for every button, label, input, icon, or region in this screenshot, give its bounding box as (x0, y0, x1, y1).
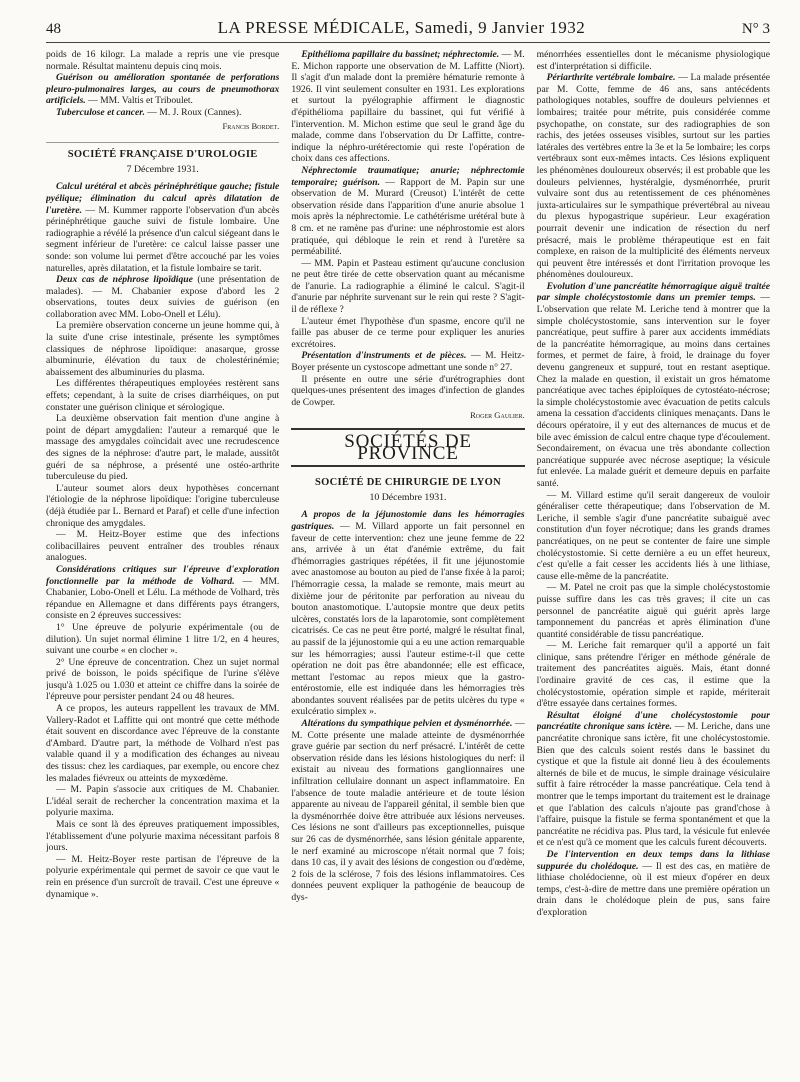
paragraph: A ce propos, les auteurs rappellent les travaux de MM. Vallery-Radot et Laffitte qui ont montré que cette méthode était souvent en discordance avec l'épreuve de la constante d'Ambard. D'autre part, la méthode de Volhard n'est pas valable quand il y a modification des échanges au niveau des tissus: chez les cardiaques, par exemple, ou encore chez les malades fiévreux ou atteints de myxœdème. (46, 703, 280, 784)
article: A propos de la jéjunostomie dans les hémorragies gastriques. — M. Villard apporte un fait personnel en faveur de cette intervention: chez une jeune femme de 22 ans, arrivée à un état d'anémie extrême, du fait d'hémorragies gastriques répétées, il fit une jéjunostomie avec anastomose au bouton au pied de l'anse fixée à la paroi; l'hémorragie cessa, la malade se remonte, mais meurt au dixième jour de péritonite par perforation au niveau du bouton anastomotique. L'autopsie montre que deux petits ulcères, constatés lors de la laparotomie, sont complètement cicatrisés. Ce cas ne peut être porté, malgré le résultat final, au passif de la jéjunostomie qui a eu une action remarquable sur les hémorragies; aussi l'auteur estime-t-il que cette opération ne doit pas être abandonnée; elle est efficace, mettant l'estomac au repos mieux que la gastro-entérostomie, elle est indiquée dans les hémorragies très abondantes souvent réalisées par de petits ulcères du type « exulcératio simplex ». (291, 509, 525, 718)
page-header (46, 18, 770, 43)
columns (46, 49, 770, 1069)
paragraph: L'auteur soumet alors deux hypothèses concernant l'étiologie de la néphrose lipoïdique: l'origine tuberculeuse (déjà étudiée par L. Bernard et Paraf) et celle d'une infection chronique des amygdales. (46, 482, 280, 529)
section-date: 10 Décembre 1931. (369, 491, 447, 503)
paragraph: — M. Leriche fait remarquer qu'il a apporté un fait clinique, sans prétendre l'ériger en méthode générale de traitement des pancréatites aiguës. Mais, étant donné l'ordinaire gravité de ces cas, il estime que la cholécystostomie, opération simple et rapide, mériterait d'être essayée dans certaines formes. (536, 640, 770, 710)
article: De l'intervention en deux temps dans la lithiase suppurée du cholédoque. — Il est des cas, en matière de lithiase cholédocienne, où il est mieux d'opérer en deux temps, c'est-à-dire de mettre dans une première opération un drain dans le cholédoque plein de pus, sans faire d'exploration (536, 848, 770, 918)
column-2 (291, 49, 524, 1069)
signature: Roger Gaulier. (470, 410, 525, 421)
column-3 (537, 49, 770, 1069)
paragraph: 2° Une épreuve de concentration. Chez un sujet normal privé de boisson, le poids spécifique de l'urine s'élève jusqu'à 1.025 ou 1.030 et atteint ce chiffre dans la soirée de l'épreuve pour persister pendant 24 ou 48 heures. (46, 656, 280, 703)
major-section-title: SOCIÉTÉS DE PROVINCE (291, 428, 524, 467)
section-title: SOCIÉTÉ FRANÇAISE D'UROLOGIE (46, 142, 279, 161)
article: Considérations critiques sur l'épreuve d'exploration fonctionnelle par la méthode de Volhard. — MM. Chabanier, Lobo-Onell et Lélu. La méthode de Volhard, très répandue en Allemagne et dans différents pays étrangers, consiste en 2 épreuves successives: (46, 563, 280, 622)
article: Evolution d'une pancréatite hémorragique aiguë traitée par simple cholécystostomie dans un premier temps. — L'observation que relate M. Leriche tend à montrer que la simple cholécystostomie, sans intervention sur le foyer pancréatique, peut suffire à parer aux accidents immédiats de la pancréatite hémorragique, au moins dans certaines formes, et permet de faire, à froid, le drainage du foyer devenu gangreneux et suppuré, tout en restant aseptique. Chez la malade en question, il existait un gros hématome pancréatique avec taches épiploïques de cytostéato-nécrose; la simple cholécystostomie avec évacuation de petits calculs amena la cessation d'accidents cliniques menaçants. Dans le décours opératoire, il y eut des alternances de mucus et de bile avec émission de calcul entre chaque type d'écoulement. Secondairement, on évacua une très abondante collection pancréatique suppurée avec nécrose aseptique; la vésicule fut enlevée. La malade guérit et demeure depuis en parfaite santé. (536, 280, 770, 489)
section-title: SOCIÉTÉ DE CHIRURGIE DE LYON (315, 477, 501, 489)
paragraph: — M. Patel ne croit pas que la simple cholécystostomie puisse suffire dans les cas très graves; il cite un cas personnel de pancréatite aiguë qui guérit après large tamponnement du pancréas et après élimination d'une quantité considérable de tissu pancréatique. (536, 582, 770, 640)
paragraph: Mais ce sont là des épreuves pratiquement impossibles, l'établissement d'une polyurie maxima nécessitant parfois 8 jours. (46, 819, 280, 854)
paragraph: — M. Heitz-Boyer estime que des infections colibacillaires peuvent entraîner des troubles rénaux analogues. (46, 529, 280, 564)
paragraph: ménorrhées essentielles dont le mécanisme physiologique est d'interprétation si difficile. (536, 49, 770, 72)
article: Deux cas de néphrose lipoïdique (une présentation de malades). — M. Chabanier expose d'abord les 2 observations, toutes deux suivies de guérison (en collaboration avec MM. Lobo-Onell et Lélu). (46, 274, 280, 320)
article: Périarthrite vertébrale lombaire. — La malade présentée par M. Cotte, femme de 46 ans, sans antécédents pathologiques notables, souffre de douleurs pelviennes et lombaires; traitée pour métrite, puis considérée comme psychopathe, on constate, sur des radiographies de son rachis, des jetées osseuses visibles, surtout sur les parties latérales des vertèbres entre la 3e et la 5e lombaire; les corps vertébraux sont eux-mêmes intacts. Ces lésions expliquent les phénomènes douloureux observés; il est probable que les douleurs pelviennes, hystéralgie, dysménorrhée, prurit vulvaire sont dus au retentissement de ces phénomènes juxta-articulaires sur le sympathique prévertébral au niveau du plexus hypogastrique supérieur. Leur exagération pourrait devenir une indication de résection du nerf présacré, mais le problème thérapeutique est en fait complexe, en raison de la multiplicité des éléments nerveux qui peuvent être intéressés et dont l'irritation provoque les phénomènes douloureux. (536, 72, 770, 281)
paragraph: — M. Heitz-Boyer reste partisan de l'épreuve de la polyurie expérimentale qui permet de savoir ce que vaut le rein en présence d'un surcroît de travail. C'est une épreuve « dynamique ». (46, 853, 280, 900)
section-date: 7 Décembre 1931. (126, 163, 199, 175)
article: Epithélioma papillaire du bassinet; néphrectomie. — M. E. Michon rapporte une observation de M. Laffitte (Niort). Il s'agit d'un malade dont la première hématurie remonte à 1926. Il vint seulement consulter en 1931. Les explorations et surtout la pyélographie affirment le diagnostic d'épithélioma papillaire du bassinet, qui fut vérifié à l'intervention. M. Michon estime que seul le grand âge du malade, comme dans l'observation du Dr Laffitte, contre-indique la néphro-urétérectomie qui reste l'opération de choix dans ces affections. (291, 49, 525, 165)
column-1 (46, 49, 279, 1069)
issue-number: N° 3 (741, 21, 770, 37)
paragraph: Les différentes thérapeutiques employées restèrent sans effets; cependant, à la suite de crises diarrhéiques, on put constater une guérison clinique et sérologique. (46, 378, 280, 413)
paragraph: — MM. Papin et Pasteau estiment qu'aucune conclusion ne peut être tirée de cette observation quant au mécanisme de l'anurie. La radiographie a éliminé le calcul. S'agit-il d'anurie par néphrite survenant sur le rein qui reste ? S'agit-il de réflexe ? (291, 257, 525, 316)
paragraph: La première observation concerne un jeune homme qui, à la suite d'une crise intestinale, présente les symptômes classiques de néphrose lipoïdique: anasarque, grosse albuminurie, élévation du taux de cholestérinémie; abaissement des albuminuries du plasma. (46, 320, 280, 378)
journal-title: LA PRESSE MÉDICALE, Samedi, 9 Janvier 1932 (217, 18, 586, 37)
article: Altérations du sympathique pelvien et dysménorrhée. — M. Cotte présente une malade atteinte de dysménorrhée grave guérie par section du nerf présacré. L'intérêt de cette observation réside dans les lésions histologiques du nerf: il existait au niveau des formations ganglionnaires une infiltration cellulaire donnant un aspect inflammatoire. En l'absence de toute maladie antérieure et de toute lésion apparente au niveau de l'appareil génital, il semble bien que la dysménorrhée doive être attribuée aux lésions nerveuses. Ces lésions ne sont d'ailleurs pas exceptionnelles, puisque sur 26 cas de dysménorrhée, sans lésion génitale apparente, le nerf examiné au microscope n'était normal que 7 fois; dans 10 cas, il y avait des lésions de congestion ou d'œdème, 2 fois de la sclérose, 7 fois des lésions inflammatoires. Ces données peuvent expliquer la pathogénie de beaucoup de dys- (291, 718, 525, 903)
article-heading: Tuberculose et cancer. — M. J. Roux (Cannes). (56, 106, 242, 118)
article: Résultat éloigné d'une cholécystostomie pour pancréatite chronique sans ictère. — M. Leriche, dans une pancréatite chronique sans ictère, fit une cholécystostomie. Bien que des calculs soient restés dans le bassinet du cystique et que la fistule ait donné lieu à des écoulements alternés de bile et de mucus, le simple drainage vésiculaire suffit à faire rétrocéder la masse pancréatique. Cela tend à montrer que le temps important du traitement est le drainage et que l'ablation des calculs n'ajoute pas grand'chose à l'affaire, puisque la fistule se ferma spontanément et que la pancréatite ne récidiva pas. Plus tard, la vésicule fut enlevée et ce n'est qu'à ce moment que les calculs furent découverts. (536, 709, 770, 849)
page-number: 48 (46, 21, 61, 37)
paragraph: L'auteur émet l'hypothèse d'un spasme, encore qu'il ne faille pas abuser de ce terme pour expliquer les anuries excrétoires. (291, 315, 525, 350)
article-heading: Guérison ou amélioration spontanée de perforations pleuro-pulmonaires larges, au cours de pneumothorax artificiels. — MM. Valtis et Triboulet. (46, 72, 280, 107)
signature: Francis Bordet. (222, 120, 280, 131)
article: Néphrectomie traumatique; anurie; néphrectomie temporaire; guérison. — Rapport de M. Papin sur une observation de M. Murard (Creusot) L'intérêt de cette observation réside dans l'apparition d'une anurie absolue 1 mois après la néphrectomie. Le cathétérisme urétéral bute à 8 cm. et ne ramène pas d'urine: une néphrostomie est alors pratiquée, qui débloque le rein et rend à l'uretère sa perméabilité. (291, 164, 525, 258)
paragraph: 1° Une épreuve de polyurie expérimentale (ou de dilution). Un sujet normal élimine 1 litre 1/2, en 4 heures, suivant une courbe « en clocher ». (46, 621, 280, 657)
article: Calcul urétéral et abcès périnéphrétique gauche; fistule pyélique; élimination du calcul après dilatation de l'uretère. — M. Kummer rapporte l'observation d'un abcès périnéphrétique gauche suivi de fistule lombaire. Une radiographie a révélé la présence d'un calcul siégeant dans le segment inférieur de l'uretère: ce calcul laisse passer une sonde: son volume lui permet d'être accouché par les voies naturelles, après dilatation, et la fistule lombaire se tarit. (46, 181, 280, 274)
paragraph: Il présente en outre une série d'urétrographies dont quelques-unes présentent des images d'infection de glandes de Cowper. (291, 373, 525, 408)
paragraph: La deuxième observation fait mention d'une angine à point de départ amygdalien: l'auteur a remarqué que le massage des amygdales coïncidait avec une recrudescence des signes de la néphrose: d'autre part, le malade, aussitôt guéri de sa néphrose, a présenté une ostéo-arthrite tuberculeuse du pied. (46, 413, 280, 483)
paragraph: — M. Papin s'associe aux critiques de M. Chabanier. L'idéal serait de rechercher la concentration maxima et la polyurie maxima. (46, 784, 280, 819)
article: Présentation d'instruments et de pièces. — M. Heitz-Boyer présente un cystoscope admettant une sonde n° 27. (291, 350, 525, 374)
paragraph: — M. Villard estime qu'il serait dangereux de vouloir généraliser cette thérapeutique; dans l'observation de M. Leriche, il semble s'agir d'une pancréatite subaiguë avec constitution d'un foyer nécrotique; dans les grands drames pancréatiques, on ne peut se contenter de faire une simple cholécystostomie. Si cette dernière a eu un effet heureux, c'est qu'elle a fait cesser les accidents liés à une lithiase, cause elle-même de la pancréatite. (536, 489, 770, 582)
paragraph: poids de 16 kilogr. La malade a repris une vie presque normale. Résultat maintenu depuis cinq mois. (46, 49, 280, 72)
